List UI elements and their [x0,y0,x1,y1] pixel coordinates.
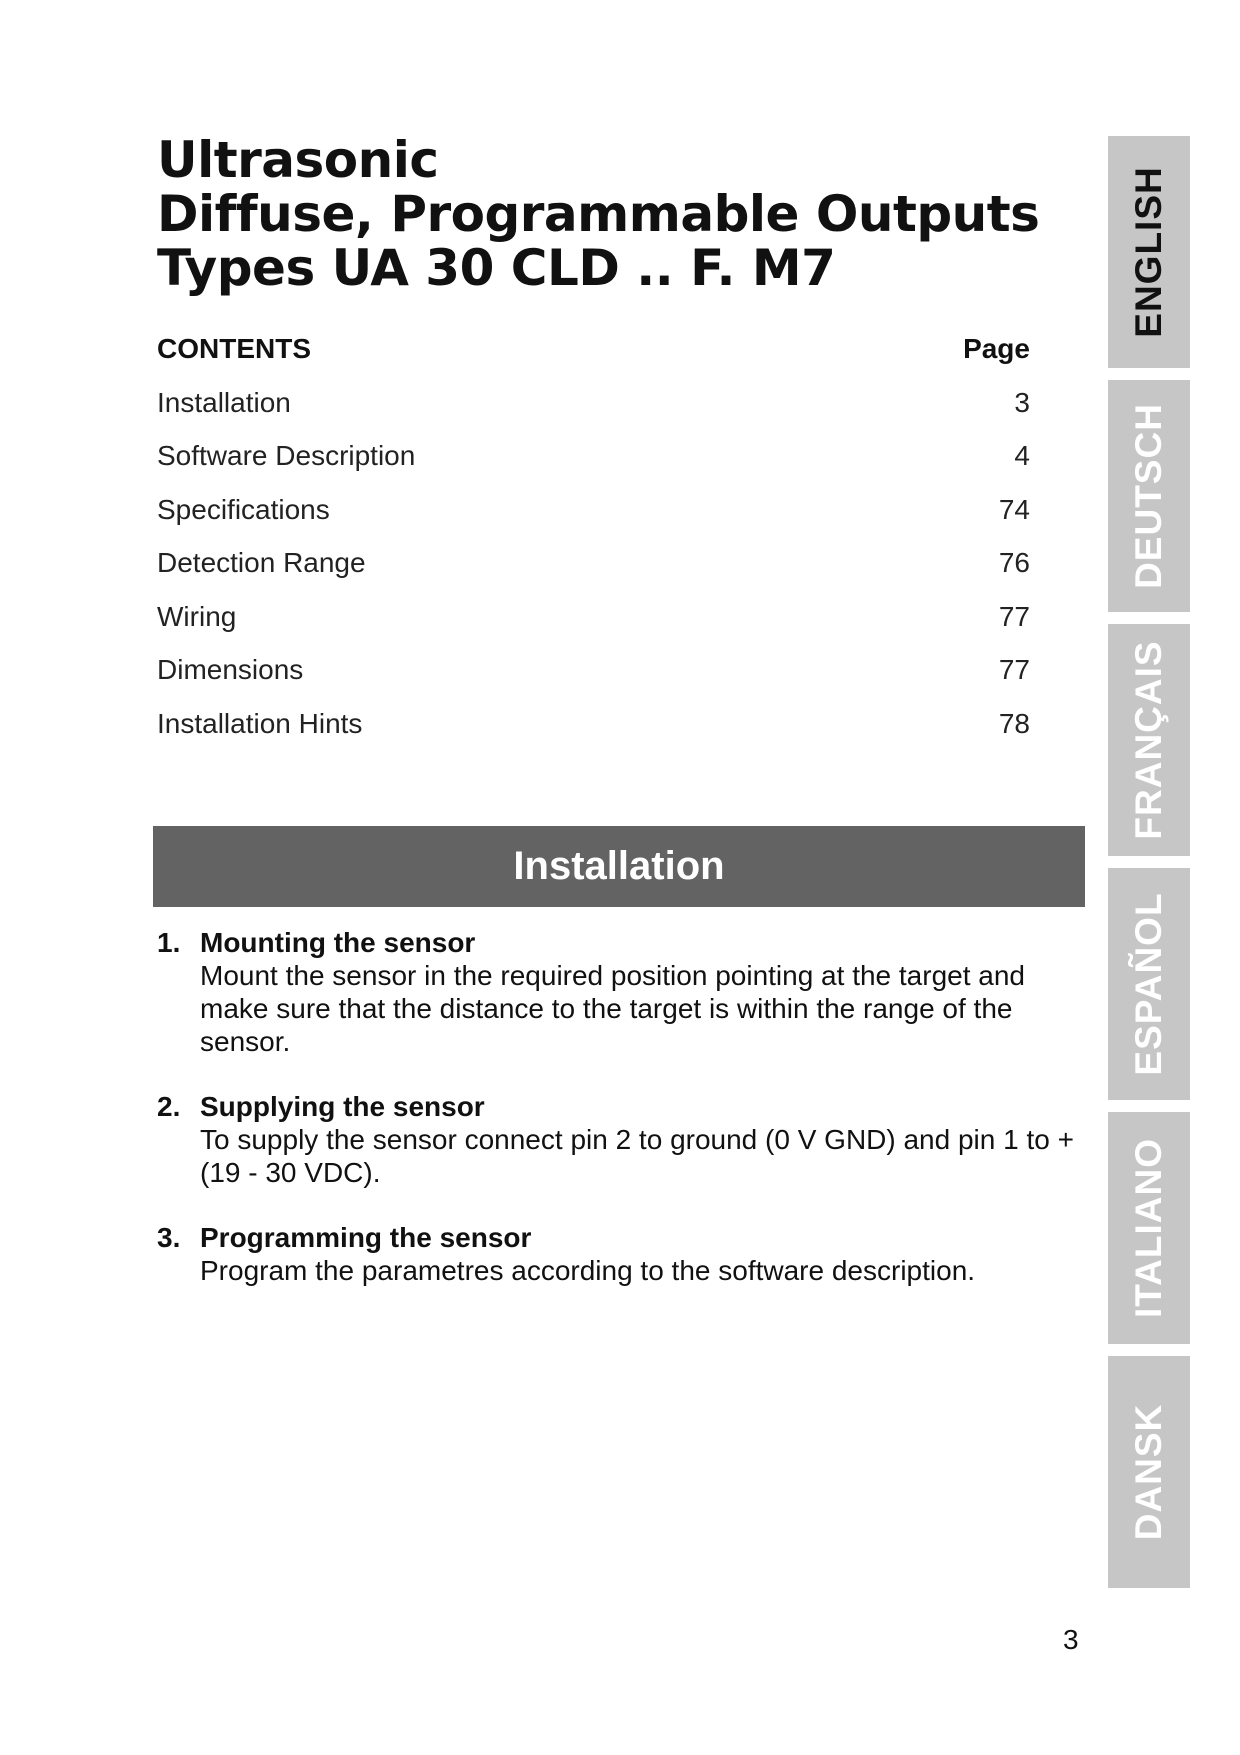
title-line-3: Types UA 30 CLD .. F. M7 [157,239,836,297]
document-title [157,131,1040,297]
toc-item-page: 77 [998,654,1030,685]
language-tab-label: ITALIANO [1128,1138,1169,1318]
toc-item-label: Detection Range [157,547,366,578]
step-number: 2. [157,1091,181,1122]
step-number: 3. [157,1222,181,1253]
step-number: 1. [157,927,181,958]
step-title: Programming the sensor [200,1222,532,1253]
language-tab-label: FRANÇAIS [1128,640,1169,840]
language-tab-italiano[interactable] [1108,1112,1190,1344]
section-heading: Installation [513,844,725,888]
language-tab-dansk[interactable] [1108,1356,1190,1588]
language-tab-label: DEUTSCH [1128,403,1169,589]
toc-row[interactable] [157,547,1030,601]
toc-item-page: 3 [1014,386,1030,418]
language-tabs [1108,136,1190,1600]
toc-item-page: 77 [998,600,1030,632]
step-body [200,926,1077,1058]
toc-page-heading: Page [963,333,1030,364]
toc-item-label: Software Description [157,440,416,471]
language-tab-francais[interactable] [1108,624,1190,856]
title-line-2: Diffuse, Programmable Outputs [157,185,1040,243]
toc-heading: CONTENTS [157,333,311,364]
toc-row[interactable] [157,440,1030,494]
step-text: Mount the sensor in the required position pointing at the target and make sure that the distance to the target is within the range of the sensor. [200,960,1025,1057]
language-tab-deutsch[interactable] [1108,380,1190,612]
toc-item-label: Specifications [157,493,330,525]
step-body [200,1090,1077,1189]
toc-item-page: 76 [998,547,1030,578]
toc-header [157,333,1030,387]
installation-steps [157,926,1077,1319]
toc-item-label: Dimensions [157,654,304,685]
step-item [157,926,1077,1058]
toc-item-label: Wiring [157,600,237,632]
step-text: Program the parametres according to the software description. [200,1255,976,1286]
section-heading-bar [153,826,1085,907]
page-number: 3 [1063,1624,1079,1655]
toc-item-label: Installation Hints [157,707,363,739]
language-tab-label: DANSK [1128,1403,1169,1541]
language-tab-label: ENGLISH [1128,166,1169,338]
toc-row[interactable] [157,708,1030,762]
step-item [157,1090,1077,1189]
toc-row[interactable] [157,387,1030,441]
toc-item-page: 78 [998,707,1030,739]
language-tab-english[interactable] [1108,136,1190,368]
toc-item-page: 4 [1014,440,1030,471]
step-title: Supplying the sensor [200,1091,485,1122]
toc-row[interactable] [157,601,1030,655]
title-line-1: Ultrasonic [157,131,439,189]
toc-item-page: 74 [998,493,1030,525]
toc-row[interactable] [157,494,1030,548]
toc-row[interactable] [157,654,1030,708]
step-text: To supply the sensor connect pin 2 to ground (0 V GND) and pin 1 to + (19 - 30 VDC). [200,1124,1074,1188]
language-tab-label: ESPAÑOL [1128,892,1169,1076]
step-title: Mounting the sensor [200,927,476,958]
toc-item-label: Installation [157,386,291,418]
language-tab-espanol[interactable] [1108,868,1190,1100]
table-of-contents [157,333,1030,761]
step-body [200,1221,1077,1287]
step-item [157,1221,1077,1287]
